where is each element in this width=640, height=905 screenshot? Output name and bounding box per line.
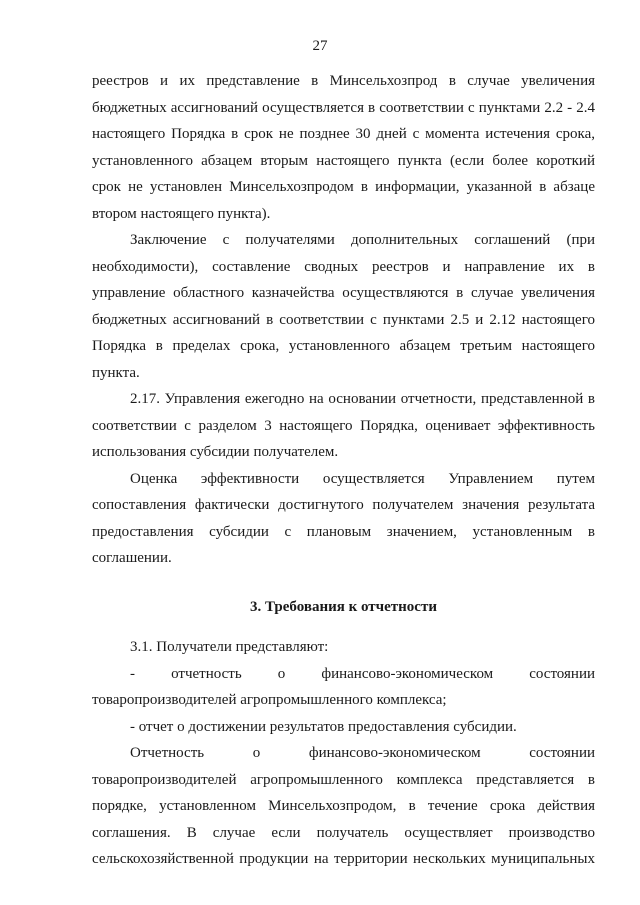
document-body (92, 68, 595, 873)
paragraph-line: настоящего Порядка в срок не позднее 30 дней с момента истечения срока, (92, 126, 595, 142)
paragraph-line: втором настоящего пункта). (92, 205, 271, 222)
section-3-body (92, 634, 595, 873)
paragraph-line: 3.1. Получатели представляют: (130, 639, 329, 655)
paragraph-line: бюджетных ассигнований в соответствии с пунктами 2.5 и 2.12 настоящего (92, 311, 595, 328)
paragraph-line: порядке, установленном Минсельхозпродом, в течение срока действия (92, 798, 595, 814)
paragraph-p6 (92, 661, 595, 714)
paragraph-line: пункта. (92, 364, 140, 381)
paragraph-line: Оценка эффективности осуществляется Управлением путем (130, 470, 595, 487)
paragraph-line: 2.17. Управления ежегодно на основании отчетности, представленной в (130, 391, 595, 407)
paragraph-line: необходимости), составление сводных реестров и направление их в (92, 258, 595, 275)
paragraph-line: соответствии с разделом 3 настоящего Порядка, оценивает эффективность (92, 417, 595, 434)
paragraph-p2 (92, 227, 595, 386)
paragraph-p7 (92, 714, 595, 741)
paragraph-line: бюджетных ассигнований осуществляется в соответствии с пунктами 2.2 - 2.4 (92, 99, 595, 116)
paragraph-line: сопоставления фактически достигнутого получателем значения результата (92, 497, 595, 513)
paragraph-line: - отчетность о финансово-экономическом состоянии (130, 665, 595, 682)
paragraph-p1 (92, 68, 595, 227)
paragraph-line: установленного абзацем вторым настоящего пункта (если более короткий (92, 152, 595, 169)
paragraph-line: соглашении. (92, 550, 172, 566)
paragraph-line: Заключение с получателями дополнительных соглашений (при (130, 232, 595, 248)
paragraph-line: соглашения. В случае если получатель осуществляет производство (92, 824, 595, 841)
paragraph-p5 (92, 634, 595, 661)
paragraph-p8 (92, 740, 595, 873)
section-2-tail (92, 68, 595, 572)
paragraph-p4 (92, 466, 595, 572)
paragraph-line: Отчетность о финансово-экономическом состоянии (130, 745, 595, 761)
paragraph-line: использования субсидии получателем. (92, 444, 339, 460)
section-heading: 3. Требования к отчетности (250, 598, 437, 615)
page-number: 27 (312, 38, 328, 54)
paragraph-line: предоставления субсидии с плановым значением, установленным в (92, 523, 595, 540)
paragraph-line: Порядка в пределах срока, установленного абзацем третьим настоящего (92, 338, 595, 354)
paragraph-line: реестров и их представление в Минсельхозпрод в случае увеличения (92, 73, 595, 89)
paragraph-line: товаропроизводителей агропромышленного комплекса представляется в (92, 771, 595, 788)
paragraph-line: - отчет о достижении результатов предоставления субсидии. (130, 718, 517, 735)
paragraph-line: управление областного казначейства осуществляются в случае увеличения (92, 285, 595, 301)
paragraph-line: срок не установлен Минсельхозпродом в информации, указанной в абзаце (92, 179, 595, 195)
paragraph-line: сельскохозяйственной продукции на территории нескольких муниципальных (92, 851, 595, 867)
paragraph-line: товаропроизводителей агропромышленного комплекса; (92, 692, 447, 708)
paragraph-p3 (92, 386, 595, 466)
